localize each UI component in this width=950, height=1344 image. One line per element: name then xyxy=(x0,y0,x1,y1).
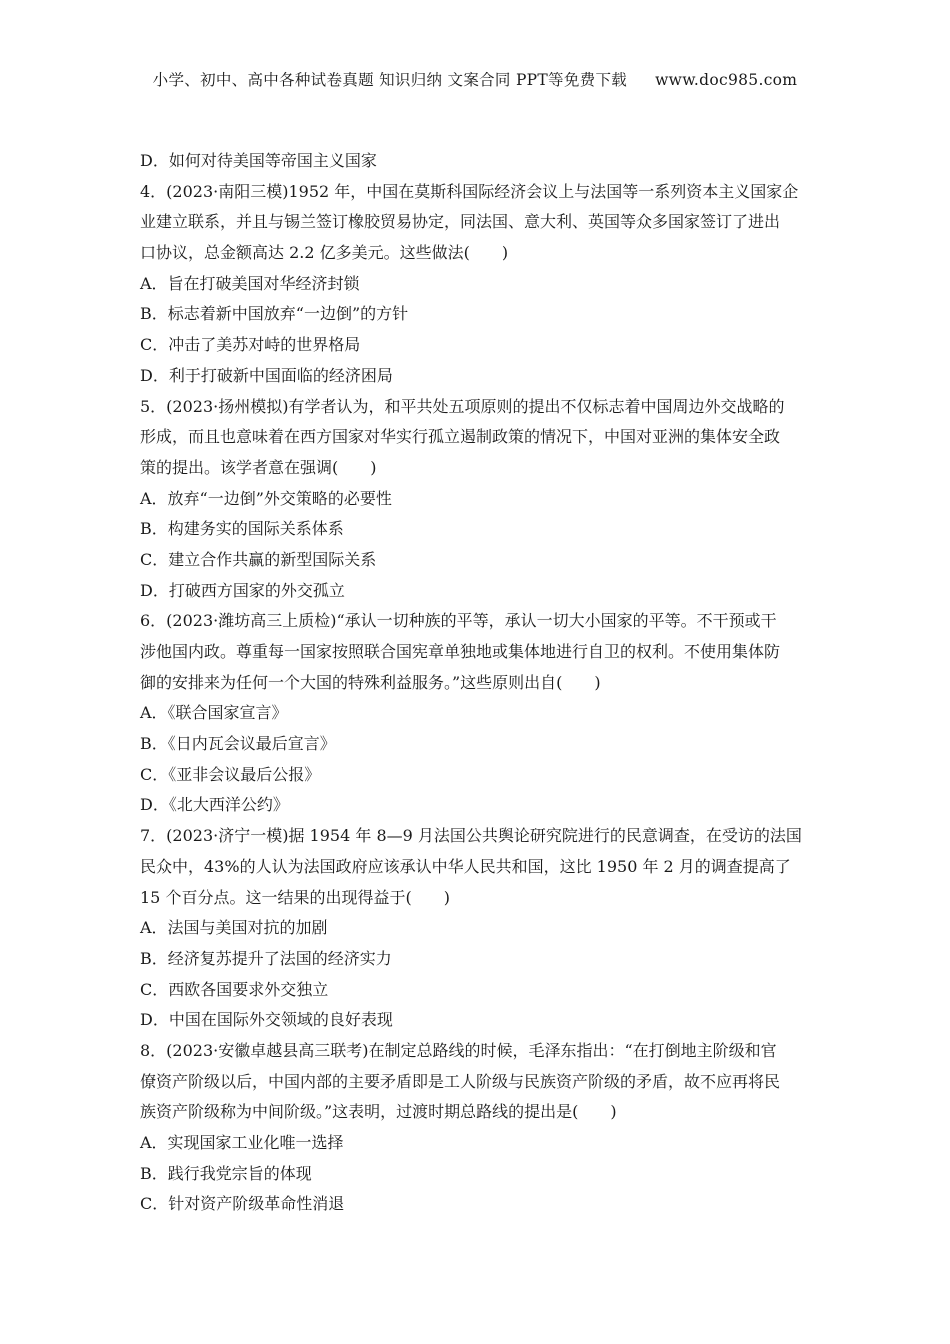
previous-question-tail xyxy=(140,146,812,177)
page-header xyxy=(0,68,950,90)
question-stem-line: 御的安排来为任何一个大国的特殊利益服务。”这些原则出自( ) xyxy=(140,672,601,692)
question-6 xyxy=(140,606,812,821)
document-body xyxy=(140,146,812,1220)
question-7 xyxy=(140,821,812,1036)
question-stem-line: 业建立联系，并且与锡兰签订橡胶贸易协定，同法国、意大利、英国等众多国家签订了进出 xyxy=(140,212,781,232)
question-stem-line: 僚资产阶级以后，中国内部的主要矛盾即是工人阶级与民族资产阶级的矛盾，故不应再将民 xyxy=(140,1071,781,1091)
question-stem-line: 4．(2023·南阳三模)1952 年，中国在莫斯科国际经济会议上与法国等一系列资本主义国家企 xyxy=(140,181,799,201)
option-d: D．利于打破新中国面临的经济困局 xyxy=(140,365,393,385)
option-b: B．标志着新中国放弃“一边倒”的方针 xyxy=(140,304,409,324)
option-a: A．法国与美国对抗的加剧 xyxy=(140,918,328,938)
option-d: D．中国在国际外交领域的良好表现 xyxy=(140,1010,393,1030)
question-4 xyxy=(140,177,812,392)
question-stem-line: 策的提出。该学者意在强调( ) xyxy=(140,457,377,477)
question-stem-line: 民众中，43%的人认为法国政府应该承认中华人民共和国，这比 1950 年 2 月的调查提高了 xyxy=(140,856,791,876)
option-b: B．《日内瓦会议最后宣言》 xyxy=(140,734,336,754)
question-stem-line: 涉他国内政。尊重每一国家按照联合国宪章单独地或集体地进行自卫的权利。不使用集体防 xyxy=(140,642,781,661)
question-stem-line: 7．(2023·济宁一模)据 1954 年 8—9 月法国公共舆论研究院进行的民意调查，在受访的法国 xyxy=(140,826,802,846)
option-b: B．构建务实的国际关系体系 xyxy=(140,519,344,539)
option-d: D．如何对待美国等帝国主义国家 xyxy=(140,151,377,170)
question-stem-line: 族资产阶级称为中间阶级。”这表明，过渡时期总路线的提出是( ) xyxy=(140,1102,617,1122)
option-b: B．践行我党宗旨的体现 xyxy=(140,1163,312,1183)
header-title: 小学、初中、高中各种试卷真题 知识归纳 文案合同 PPT等免费下载 xyxy=(152,71,628,89)
question-5 xyxy=(140,392,812,607)
option-c: C．建立合作共赢的新型国际关系 xyxy=(140,549,377,569)
option-a: A．实现国家工业化唯一选择 xyxy=(140,1133,344,1152)
question-stem-line: 5．(2023·扬州模拟)有学者认为，和平共处五项原则的提出不仅标志着中国周边外交战略的 xyxy=(140,396,785,416)
question-stem-line: 形成，而且也意味着在西方国家对华实行孤立遏制政策的情况下，中国对亚洲的集体安全政 xyxy=(140,427,781,447)
question-8 xyxy=(140,1036,812,1220)
question-stem-line: 8．(2023·安徽卓越县高三联考)在制定总路线的时候，毛泽东指出：“在打倒地主阶级和官 xyxy=(140,1040,777,1060)
question-stem-line: 15 个百分点。这一结果的出现得益于( ) xyxy=(140,887,450,907)
question-stem-line: 口协议，总金额高达 2.2 亿多美元。这些做法( ) xyxy=(140,243,509,263)
option-c: C．冲击了美苏对峙的世界格局 xyxy=(140,335,361,355)
header-site: www.doc985.com xyxy=(655,71,798,89)
option-a: A．《联合国家宣言》 xyxy=(140,703,288,723)
option-d: D．《北大西洋公约》 xyxy=(140,795,289,815)
option-a: A．旨在打破美国对华经济封锁 xyxy=(140,273,360,293)
option-c: C．《亚非会议最后公报》 xyxy=(140,764,321,784)
question-stem-line: 6．(2023·潍坊高三上质检)“承认一切种族的平等，承认一切大小国家的平等。不干预或干 xyxy=(140,611,777,631)
option-c: C．西欧各国要求外交独立 xyxy=(140,979,329,999)
option-d: D．打破西方国家的外交孤立 xyxy=(140,580,345,600)
option-b: B．经济复苏提升了法国的经济实力 xyxy=(140,948,392,968)
option-c: C．针对资产阶级革命性消退 xyxy=(140,1194,345,1214)
option-a: A．放弃“一边倒”外交策略的必要性 xyxy=(140,488,392,508)
